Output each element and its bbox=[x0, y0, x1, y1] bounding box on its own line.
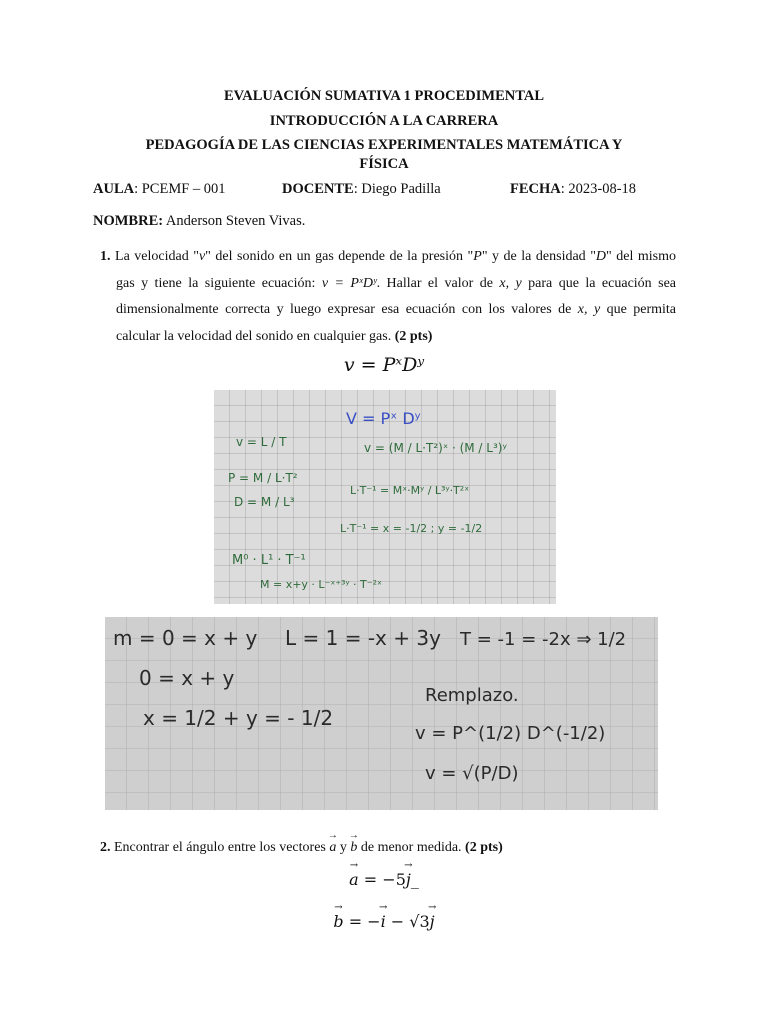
var-v: v bbox=[198, 249, 206, 264]
hw2-line4: 0 = x + y bbox=[139, 666, 235, 690]
hw2-line1: m = 0 = x + y bbox=[113, 626, 258, 650]
q2-text: de menor medida. bbox=[357, 840, 466, 855]
hw2-line6: Remplazo. bbox=[425, 685, 519, 706]
var-xy: x, y bbox=[499, 275, 522, 291]
q1-text: para que la ecuación sea dimensionalmente correcta y luego expresar esa ecuación con los valores de bbox=[116, 275, 676, 317]
grid-paper-1 bbox=[214, 390, 556, 604]
hw2-line8: v = √(P/D) bbox=[425, 763, 519, 784]
handwritten-photo-1 bbox=[214, 390, 556, 604]
vector-a-value: = −5 bbox=[363, 870, 406, 889]
q2-text: y bbox=[336, 840, 351, 855]
program-title-line1: PEDAGOGÍA DE LAS CIENCIAS EXPERIMENTALES MATEMÁTICA Y bbox=[145, 137, 623, 153]
vector-b-value-2: − √3 bbox=[385, 912, 430, 931]
question-1-number: 1. bbox=[100, 249, 111, 264]
hw1-title: V = Pˣ Dʸ bbox=[346, 409, 421, 428]
question-2 bbox=[100, 840, 503, 856]
question-2-points: (2 pts) bbox=[465, 840, 503, 855]
hw1-line4: v = (M / L·T²)ˣ · (M / L³)ʸ bbox=[364, 441, 507, 455]
q1-text: " del mismo gas y tiene la siguiente ecuación: bbox=[116, 249, 676, 291]
hw1-line1: v = L / T bbox=[236, 435, 287, 449]
hw1-line6: L·T⁻¹ = x = -1/2 ; y = -1/2 bbox=[340, 522, 483, 535]
q1-text: . Hallar el valor de bbox=[376, 275, 500, 291]
hw1-line2: P = M / L·T² bbox=[228, 471, 298, 485]
docente-value: : Diego Padilla bbox=[353, 181, 441, 197]
vector-b-symbol: → b bbox=[333, 912, 343, 931]
q1-text: La velocidad " bbox=[110, 249, 199, 264]
question-1 bbox=[100, 244, 676, 350]
inline-equation: v = PˣDʸ bbox=[321, 275, 377, 291]
nombre-field bbox=[93, 213, 305, 230]
docente-field bbox=[282, 181, 441, 198]
main-equation: v = PˣDʸ bbox=[343, 354, 425, 376]
hw2-line5: x = 1/2 + y = - 1/2 bbox=[143, 706, 334, 730]
fecha-value: : 2023-08-18 bbox=[560, 181, 637, 197]
nombre-value: Anderson Steven Vivas. bbox=[163, 213, 306, 229]
program-title-line2: FÍSICA bbox=[359, 156, 409, 172]
var-p: P bbox=[473, 249, 482, 264]
fecha-label: FECHA bbox=[510, 181, 561, 197]
fecha-field bbox=[510, 181, 636, 198]
var-xy: x, y bbox=[577, 302, 601, 317]
hw2-line7: v = P^(1/2) D^(-1/2) bbox=[415, 723, 606, 744]
aula-value: : PCEMF – 001 bbox=[134, 181, 226, 197]
question-1-points: (2 pts) bbox=[394, 328, 433, 344]
vector-a-symbol: → a bbox=[349, 870, 359, 889]
var-d: D bbox=[595, 249, 607, 264]
q1-text: " del sonido en un gas depende de la presión " bbox=[205, 249, 474, 264]
vector-b-equation bbox=[0, 912, 768, 931]
vector-a-equation: → a = −5→ j_ bbox=[0, 870, 768, 889]
vector-b-value-1: = − bbox=[348, 912, 381, 931]
vector-b: → b bbox=[350, 840, 357, 856]
unit-i-symbol: → i bbox=[381, 912, 386, 931]
docente-label: DOCENTE bbox=[282, 181, 354, 197]
unit-j-symbol: → j bbox=[430, 912, 435, 931]
aula-label: AULA bbox=[93, 181, 135, 197]
unit-j-symbol: → j bbox=[406, 870, 411, 889]
hw1-line7: M⁰ · L¹ · T⁻¹ bbox=[232, 553, 306, 568]
hw1-line5: L·T⁻¹ = Mˣ·Mʸ / L³ʸ·T²ˣ bbox=[350, 484, 470, 497]
hw1-line3: D = M / L³ bbox=[234, 495, 295, 509]
nombre-label: NOMBRE: bbox=[93, 213, 164, 229]
q2-text: Encontrar el ángulo entre los vectores bbox=[110, 840, 330, 855]
aula-field bbox=[93, 181, 226, 198]
grid-paper-2 bbox=[105, 617, 658, 810]
q1-text: que permita calcular la velocidad del sonido en cualquier gas. bbox=[116, 302, 676, 344]
handwritten-photo-2 bbox=[105, 617, 658, 810]
exam-title: EVALUACIÓN SUMATIVA 1 PROCEDIMENTAL bbox=[224, 88, 544, 104]
q1-text: " y de la densidad " bbox=[481, 249, 596, 264]
question-2-number: 2. bbox=[100, 840, 111, 855]
hw1-line8: M = x+y · L⁻ˣ⁺³ʸ · T⁻²ˣ bbox=[260, 578, 382, 591]
hw2-line2: L = 1 = -x + 3y bbox=[285, 626, 441, 650]
hw2-line3: T = -1 = -2x ⇒ 1/2 bbox=[460, 629, 627, 650]
vector-a: → a bbox=[329, 840, 336, 856]
course-title: INTRODUCCIÓN A LA CARRERA bbox=[269, 113, 499, 129]
